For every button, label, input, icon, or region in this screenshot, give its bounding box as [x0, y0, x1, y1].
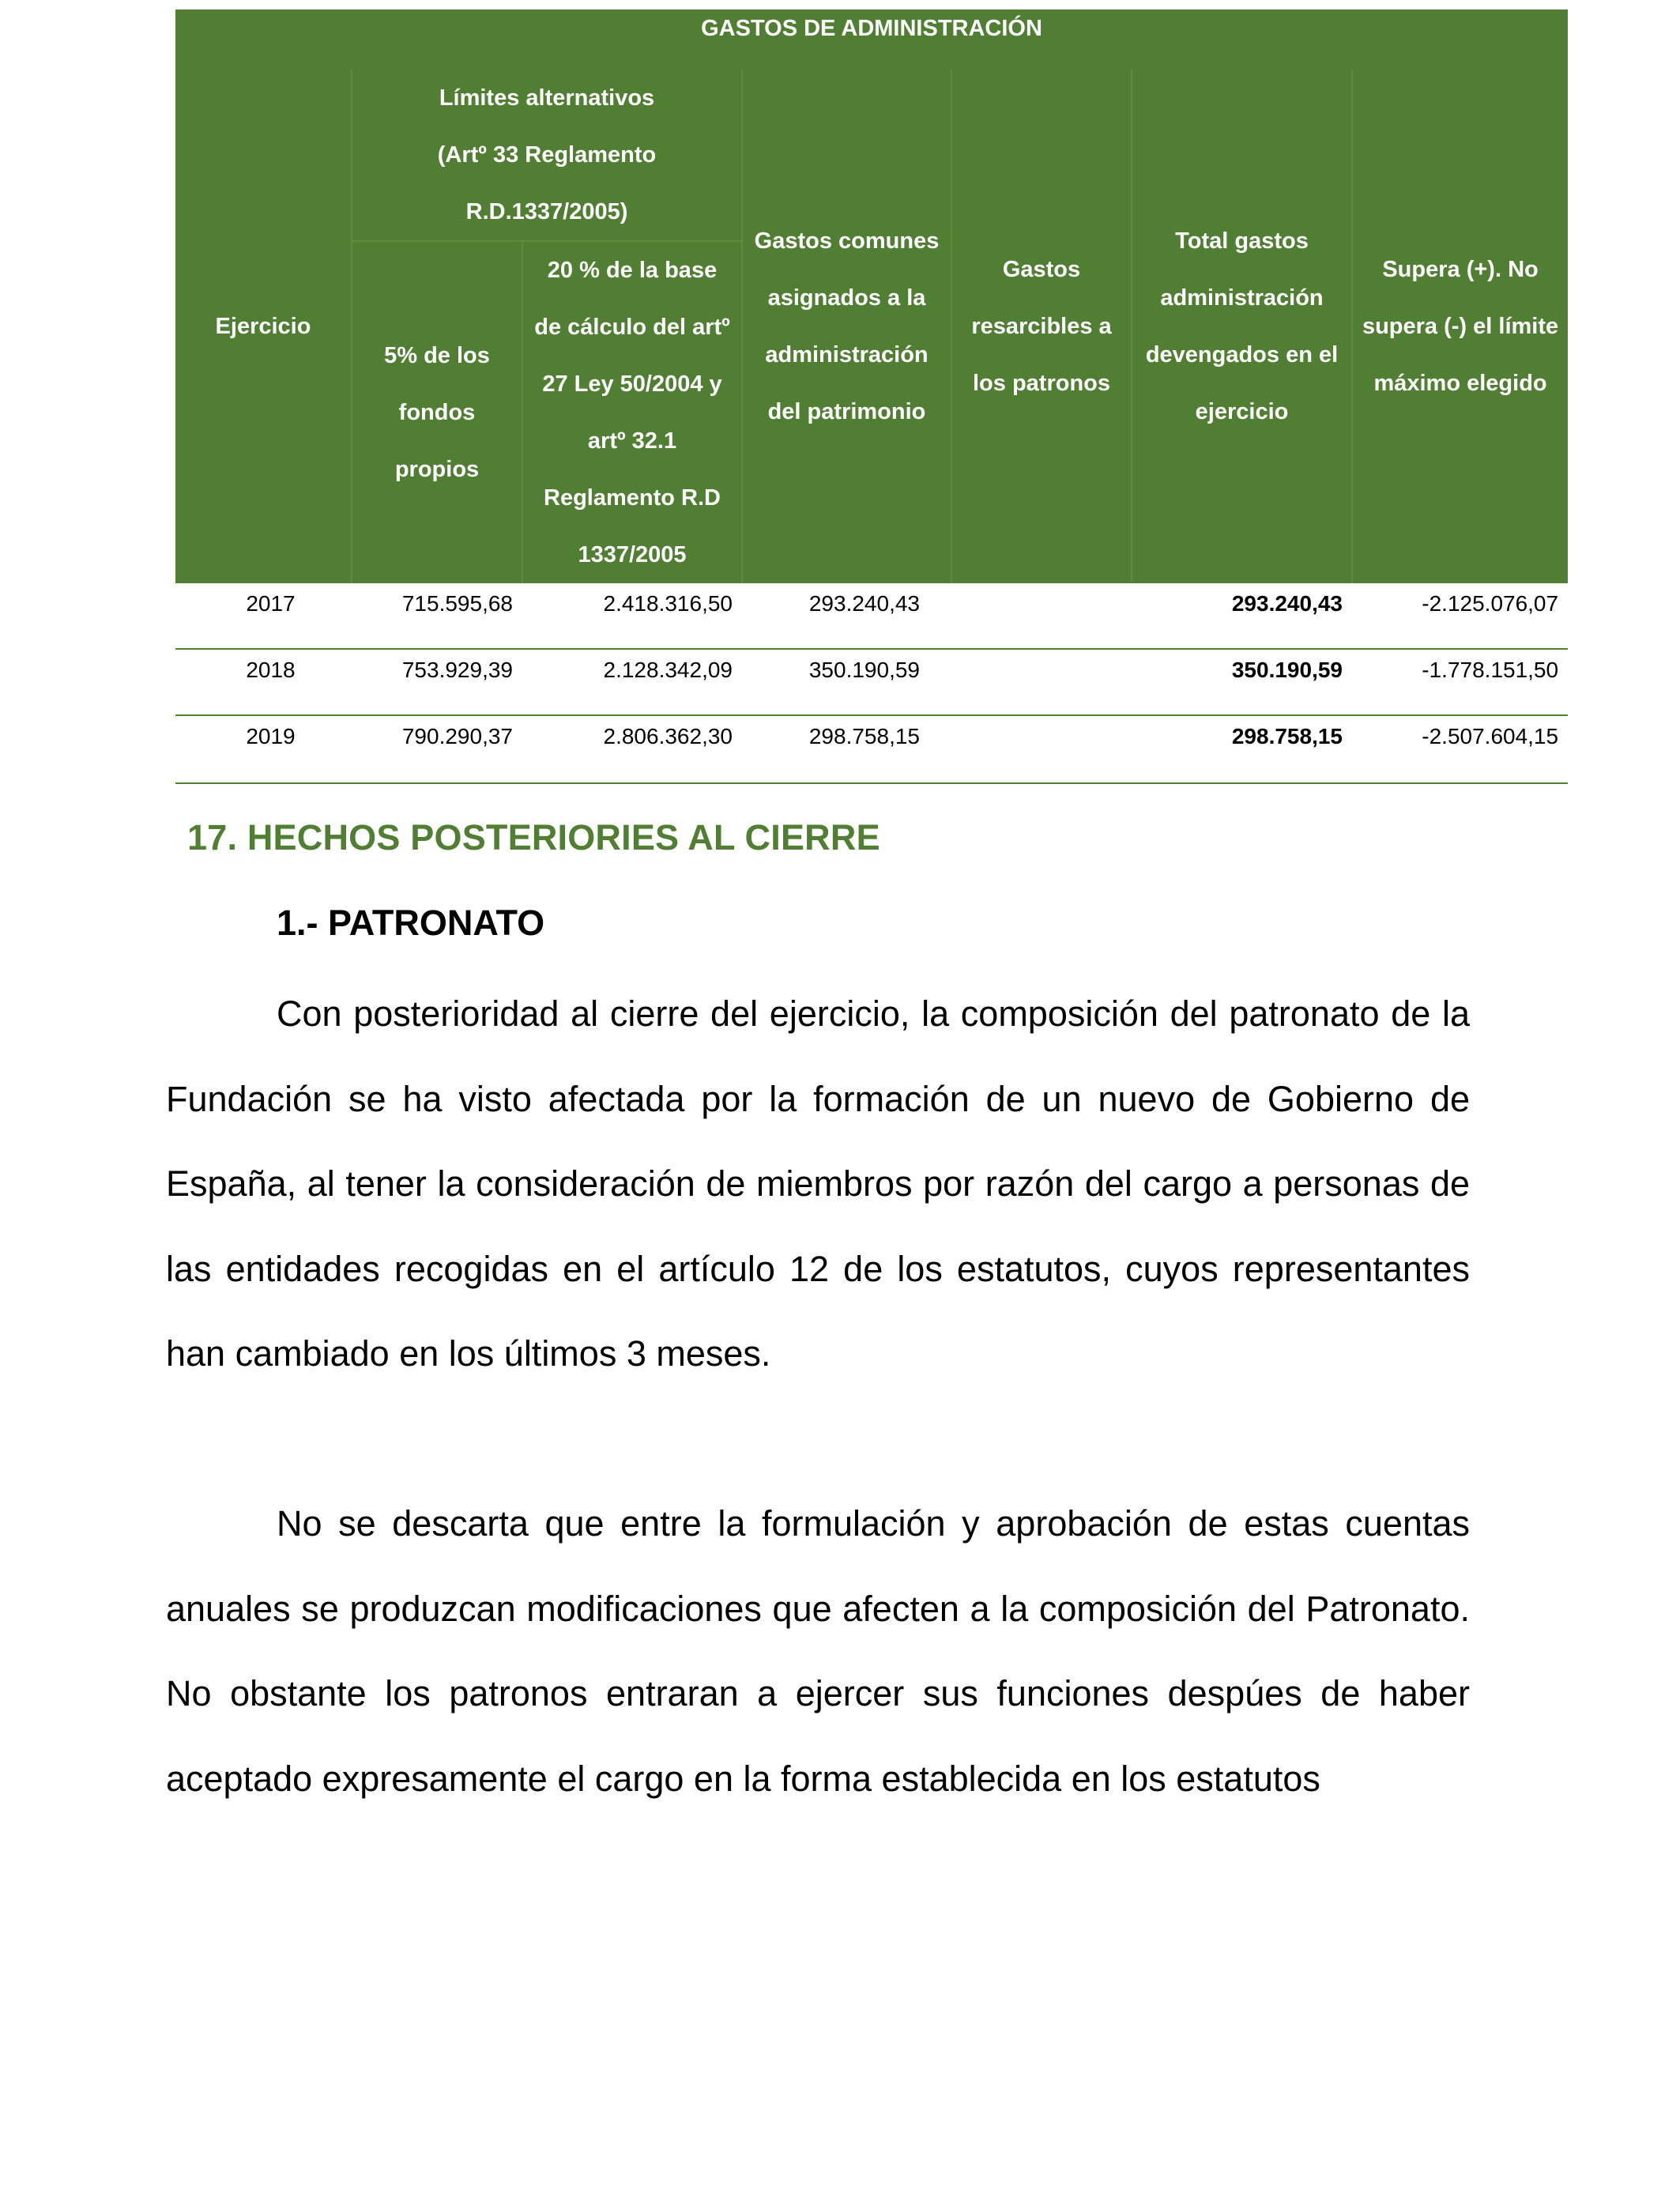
header-supera: Supera (+). No supera (-) el límite máximo elegido [1352, 70, 1568, 583]
header-total-gastos: Total gastos administración devengados en el ejercicio [1132, 70, 1352, 583]
cell-fondos-propios: 715.595,68 [352, 583, 522, 649]
paragraph: No se descarta que entre la formulación y aprobación de estas cuentas anuales se produzcan modificaciones que afecten a la composición del Patronato. No obstante los patronos entraran a ejercer sus funciones despúes de haber aceptado expresamente el cargo en la forma establecida en los estatutos [166, 1503, 1470, 1799]
cell-fondos-propios: 753.929,39 [352, 649, 522, 715]
header-limites-line2: (Artº 33 Reglamento [437, 142, 657, 168]
cell-base-calculo: 2.128.342,09 [522, 649, 742, 715]
cell-base-calculo: 2.418.316,50 [522, 583, 742, 649]
cell-gastos-comunes: 350.190,59 [742, 649, 951, 715]
cell-total-gastos: 293.240,43 [1132, 583, 1352, 649]
paragraph: Con posterioridad al cierre del ejercicio, la composición del patronato de la Fundación se ha visto afectada por la formación de un nuevo de Gobierno de España, al tener la consideración de miembros por razón del cargo a personas de las entidades recogidas en el artículo 12 de los estatutos, cuyos representantes han cambiado en los últimos 3 meses. [166, 993, 1470, 1374]
header-limites [352, 70, 742, 241]
header-gastos-resarcibles: Gastos resarcibles a los patronos [951, 70, 1132, 583]
table-body [175, 583, 1568, 783]
table-row [175, 649, 1568, 715]
cell-ejercicio: 2018 [175, 649, 352, 715]
header-base-calculo: 20 % de la base de cálculo del artº 27 Ley 50/2004 y artº 32.1 Reglamento R.D 1337/2005 [522, 241, 742, 583]
cell-base-calculo: 2.806.362,30 [522, 715, 742, 783]
cell-gastos-resarcibles [951, 715, 1132, 783]
header-fondos-propios: 5% de los fondos propios [352, 241, 522, 583]
admin-expenses-table [175, 9, 1568, 784]
cell-gastos-comunes: 298.758,15 [742, 715, 951, 783]
table-title: GASTOS DE ADMINISTRACIÓN [175, 9, 1568, 70]
cell-total-gastos: 350.190,59 [1132, 649, 1352, 715]
subsection-title: 1.- PATRONATO [277, 903, 545, 943]
cell-ejercicio: 2019 [175, 715, 352, 783]
cell-gastos-resarcibles [951, 583, 1132, 649]
cell-supera: -1.778.151,50 [1352, 649, 1568, 715]
section-title: 17. HECHOS POSTERIORIES AL CIERRE [187, 817, 880, 858]
cell-supera: -2.125.076,07 [1352, 583, 1568, 649]
cell-gastos-comunes: 293.240,43 [742, 583, 951, 649]
cell-fondos-propios: 790.290,37 [352, 715, 522, 783]
header-limites-line1: Límites alternativos [439, 85, 655, 111]
cell-total-gastos: 298.758,15 [1132, 715, 1352, 783]
cell-supera: -2.507.604,15 [1352, 715, 1568, 783]
table-row [175, 583, 1568, 649]
cell-gastos-resarcibles [951, 649, 1132, 715]
header-ejercicio: Ejercicio [175, 70, 352, 583]
table-header [175, 9, 1568, 583]
header-gastos-comunes: Gastos comunes asignados a la administración del patrimonio [742, 70, 951, 583]
cell-ejercicio: 2017 [175, 583, 352, 649]
table-row [175, 715, 1568, 783]
header-limites-line3: R.D.1337/2005) [465, 199, 628, 224]
